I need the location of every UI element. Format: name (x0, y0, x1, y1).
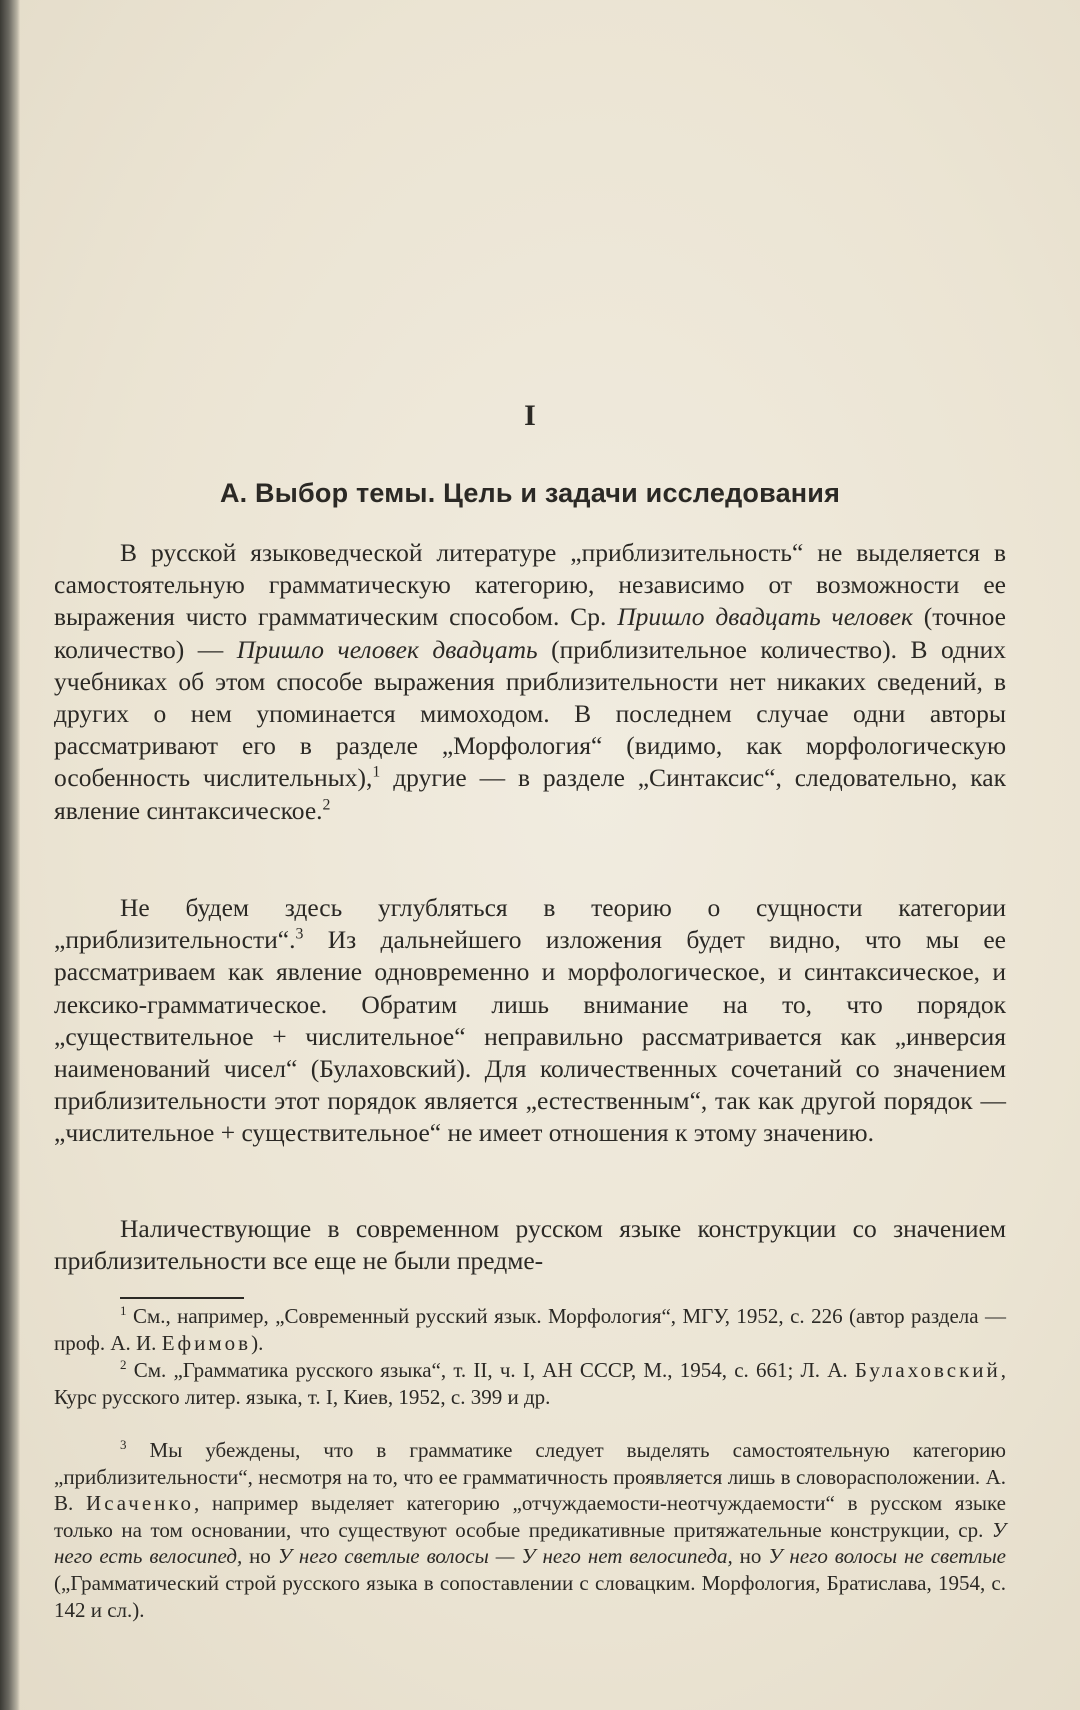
footnote-3-text-d: но (732, 1544, 769, 1569)
footnote-2-text-a: См. „Грамматика русского языка“, т. II, ч. I, АН СССР, М., 1954, с. 661; Л. А. (126, 1358, 855, 1382)
footnote-3-text-c: но (242, 1544, 278, 1569)
footnote-3-example-2: У него светлые волосы — У него нет велосипеда, (277, 1544, 733, 1569)
footnote-1-text-a: См., например, „Современный русский язык. Морфология“, МГУ, 1952, с. 226 (автор раздела — проф. А. И. (54, 1304, 1006, 1355)
paragraph-2 (54, 892, 1006, 1150)
paragraph-1 (54, 537, 1006, 827)
footnote-2 (54, 1357, 1006, 1410)
paragraph-2-text-b: Из дальнейшего изложения будет видно, что мы ее рассматриваем как явление одновременно и морфологическое, и синтаксическое, и лексико-грамматическое. Обратим лишь внимание на то, что порядок „существительное + числительное“ неправильно рассматривается как „инверсия наименований чисел“ (Булаховский). Для количественных сочетаний со значением приблизительности этот порядок является „естественным“, так как другой порядок — „числительное + существительное“ не имеет отношения к этому значению. (54, 925, 1006, 1148)
footnote-ref-1: 1 (372, 763, 381, 781)
footnote-ref-2: 2 (322, 796, 331, 814)
footnote-3-text-a: Мы убеждены, что в грамматике следует выделять самостоятельную категорию „приблизительности“, несмотря на то, что ее грамматичность проявляется лишь в словорасположении. А. В. (54, 1438, 1006, 1516)
footnote-1-author: Ефимов (161, 1330, 252, 1355)
paragraph-3-text-a: Наличествующие в современном русском языке конструкции со значением приблизительности все еще не были предме- (54, 1214, 1006, 1276)
paragraph-1-text-c: (приблизительное количество). В одних учебниках об этом способе выражения приблизительности нет никаких сведений, в других о нем упоминается мимоходом. В последнем случае одни авторы рассматривают его в разделе „Морфология“ (видимо, как морфологическую особенность числительных), (54, 634, 1007, 793)
paragraph-1-example-1: Пришло двадцать человек (617, 602, 913, 632)
footnote-2-number: 2 (120, 1357, 127, 1373)
footnote-3-number: 3 (120, 1437, 127, 1453)
footnote-3-example-3: У него волосы не светлые (768, 1544, 1006, 1569)
footnote-3-author: Исаченко (86, 1491, 195, 1516)
paragraph-1-text-b: (точное количество) — (54, 602, 1006, 664)
footnote-2-author: Булаховский (854, 1358, 1001, 1382)
footnote-3-example-1: У него есть велосипед, (54, 1517, 1006, 1569)
footnote-1-text-b: ). (251, 1330, 264, 1355)
footnote-2-text-b: , Курс русского литер. языка, т. I, Киев, 1952, с. 399 и др. (54, 1358, 1006, 1409)
paragraph-1-text-d: другие — в разделе „Синтаксис“, следовательно, как явление синтаксическое. (54, 763, 1006, 825)
section-number: I (524, 399, 536, 432)
footnote-3-text-e: („Грамматический строй русского языка в сопоставлении с словацким. Морфология, Братислава, 1954, с. 142 и сл.). (54, 1570, 1006, 1622)
footnote-divider (120, 1297, 244, 1299)
footnote-3-text-b: , например выделяет категорию „отчуждаемости-неотчуждаемости“ в русском языке только на том основании, что существуют особые предикативные притяжательные конструкции, ср. (54, 1491, 1006, 1542)
footnote-3 (54, 1437, 1006, 1623)
paragraph-2-text-a: Не будем здесь углубляться в теорию о сущности категории „приблизительности“. (54, 893, 1006, 955)
paragraph-1-example-2: Пришло человек двадцать (236, 634, 538, 664)
paragraph-1-text-a: В русской языковедческой литературе „приблизительность“ не выделяется в самостоятельную грамматическую категорию, независимо от возможности ее выражения чисто грамматическим способом. Ср. (54, 538, 1006, 632)
footnote-ref-3: 3 (295, 925, 304, 943)
section-title: А. Выбор темы. Цель и задачи исследования (219, 478, 841, 508)
paragraph-3 (54, 1213, 1006, 1277)
book-spine-shadow (0, 0, 20, 1710)
footnote-1 (54, 1303, 1006, 1356)
footnote-1-number: 1 (120, 1303, 127, 1319)
